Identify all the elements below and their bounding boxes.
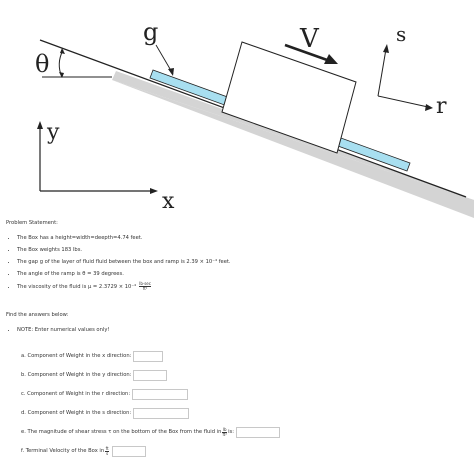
question-e-unit-numerator: lb xyxy=(222,426,227,432)
answer-c-input[interactable] xyxy=(132,389,188,400)
problem-heading: Problem Statement: xyxy=(6,220,58,226)
viscosity-unit xyxy=(139,282,152,291)
question-a-row xyxy=(21,349,466,363)
question-d-label: d. Component of Weight in the s direction: xyxy=(21,409,132,416)
ramp-diagram xyxy=(0,0,474,218)
problem-item: • The gap g of the layer of fluid fluid between the box and ramp is 2.39 × 10⁻⁴ feet. xyxy=(17,258,466,267)
y-axis-arrowhead xyxy=(37,121,43,129)
box xyxy=(222,42,356,153)
question-e-unit-denominator: ft² xyxy=(222,431,227,437)
question-a-label: a. Component of Weight in the x direction: xyxy=(21,352,132,359)
gap-pointer-arrowhead xyxy=(168,68,174,76)
question-e-row xyxy=(21,425,466,439)
note-item: • NOTE: Enter numerical values only! xyxy=(17,326,466,335)
s-axis-arrowhead xyxy=(383,44,389,53)
x-axis-arrowhead xyxy=(150,188,158,194)
question-d-row xyxy=(21,406,466,420)
answer-e-input[interactable] xyxy=(236,427,280,438)
s-axis xyxy=(378,49,386,96)
question-f-label: f. Terminal Velocity of the Box in xyxy=(21,447,105,454)
r-axis-label: r xyxy=(436,94,447,119)
question-f-unit-numerator: ft xyxy=(105,445,109,451)
problem-item: • The Box has a height=width=deepth=4.74 feet. xyxy=(17,234,466,243)
answers-section xyxy=(21,349,466,458)
viscosity-unit-numerator: lb·sec xyxy=(139,281,151,286)
question-c-row xyxy=(21,387,466,401)
x-axis-label: x xyxy=(162,189,175,214)
problem-item-viscosity xyxy=(17,282,466,292)
problem-item: • The Box weights 183 lbs. xyxy=(17,246,466,255)
viscosity-unit-denominator: ft² xyxy=(142,286,148,291)
problem-list xyxy=(6,234,466,292)
theta-label: θ xyxy=(35,50,50,78)
answer-b-input[interactable] xyxy=(133,370,167,381)
answer-d-input[interactable] xyxy=(133,408,189,419)
s-axis-label: s xyxy=(396,22,407,46)
problem-section xyxy=(6,219,466,463)
question-e-unit xyxy=(222,428,227,437)
question-b-row xyxy=(21,368,466,382)
question-e-suffix: is: xyxy=(228,428,234,435)
gap-label: g xyxy=(143,18,159,46)
answer-a-input[interactable] xyxy=(133,351,163,362)
question-f-unit xyxy=(105,447,109,456)
r-axis xyxy=(378,96,428,107)
y-axis-label: y xyxy=(47,120,60,145)
problem-item: • The angle of the ramp is θ = 39 degrees. xyxy=(17,270,466,279)
question-c-label: c. Component of Weight in the r direction: xyxy=(21,390,131,397)
find-list xyxy=(6,326,466,335)
question-f-row xyxy=(21,444,466,458)
question-e-label: e. The magnitude of shear stress τ on the bottom of the Box from the fluid in xyxy=(21,428,222,435)
question-f-unit-denominator: s xyxy=(106,450,109,456)
find-heading: Find the answers below: xyxy=(6,312,69,318)
question-b-label: b. Component of Weight in the y direction: xyxy=(21,371,132,378)
answer-f-input[interactable] xyxy=(112,446,146,457)
r-axis-arrowhead xyxy=(425,104,433,111)
viscosity-text: The viscosity of the fluid is μ = 2.3729 × 10⁻⁴ xyxy=(17,284,137,290)
velocity-label: V xyxy=(300,24,319,54)
